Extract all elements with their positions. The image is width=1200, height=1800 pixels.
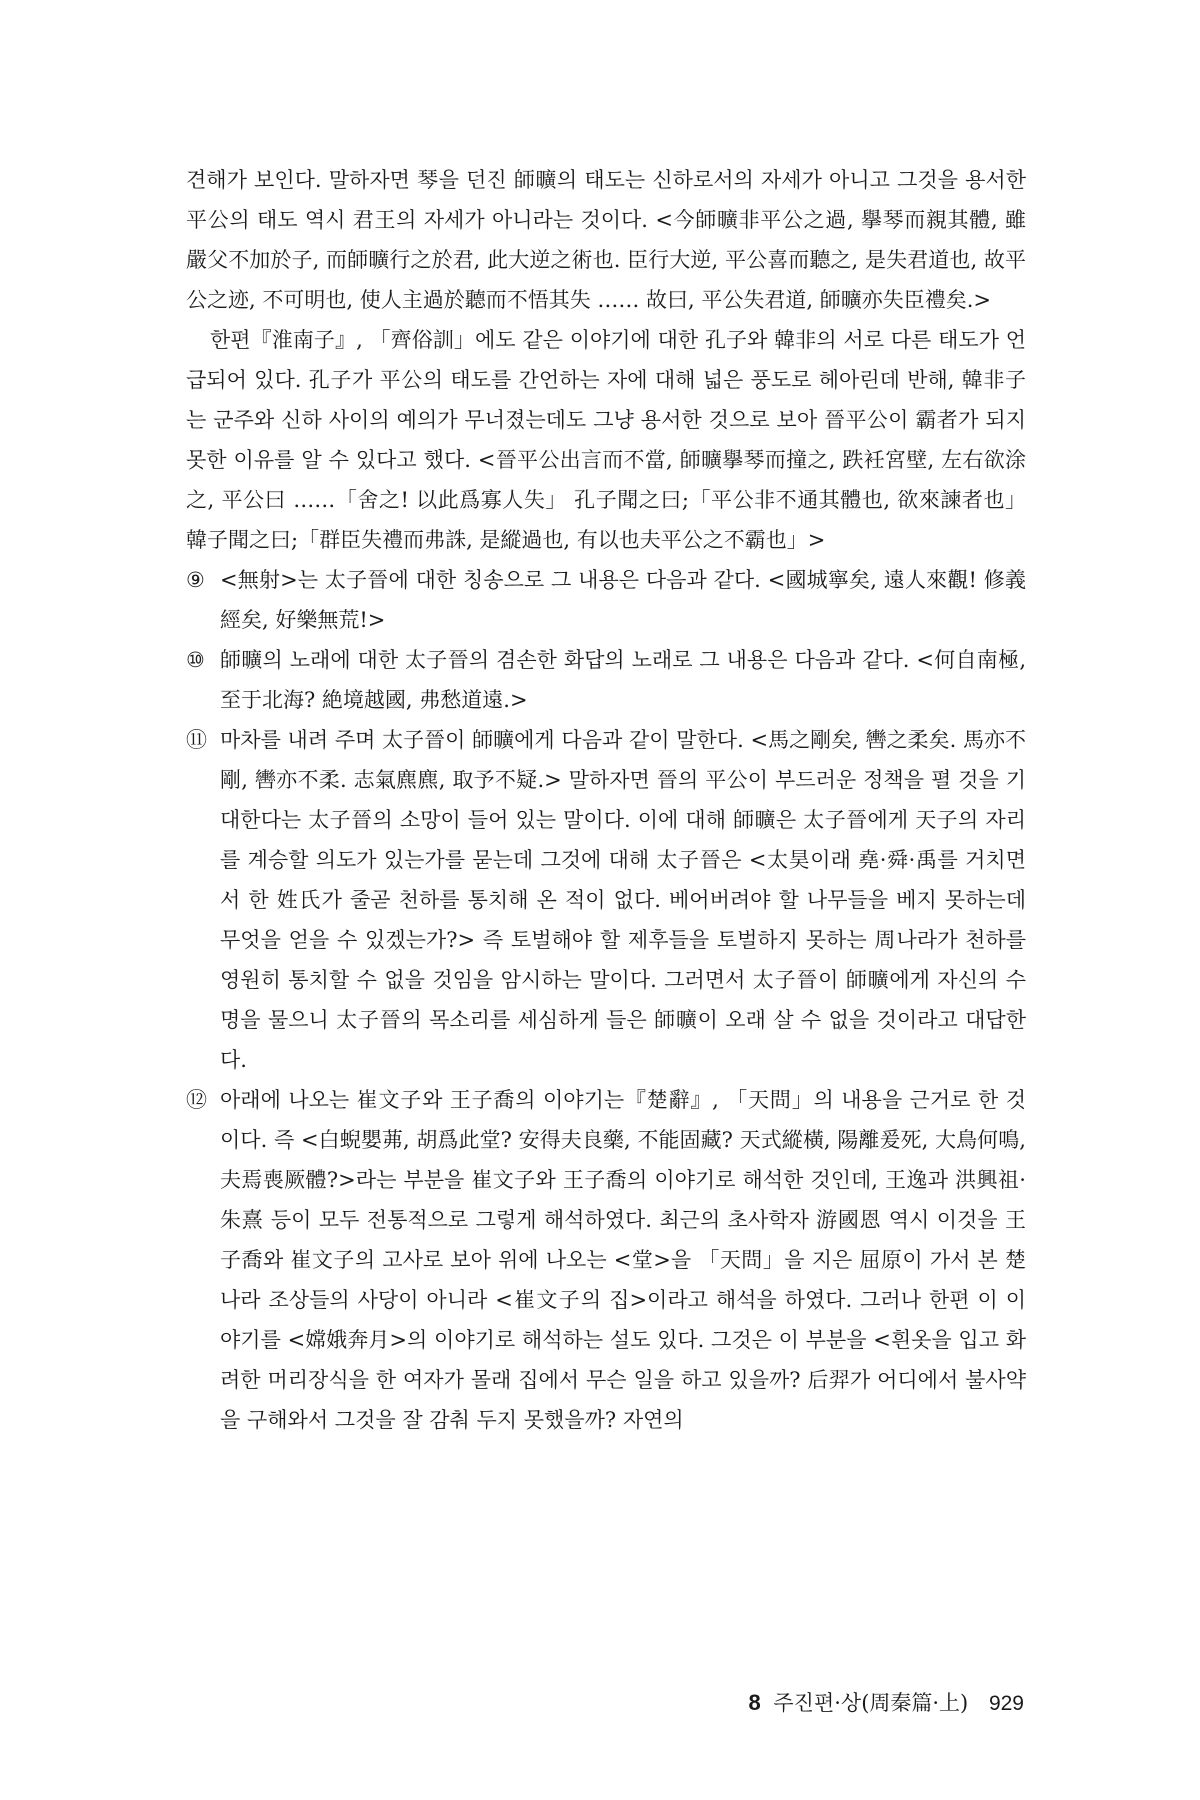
- paragraph-continuation: 견해가 보인다. 말하자면 琴을 던진 師曠의 태도는 신하로서의 자세가 아니고 그것을 용서한 平公의 태도 역시 君王의 자세가 아니라는 것이다. <今師曠非平公之過, 擧琴而親其體, 雖嚴父不加於子, 而師曠行之於君, 此大逆之術也. 臣行大逆, 平公喜而聽之, 是失君道也, 故平公之迹, 不可明也, 使人主過於聽而不悟其失 …… 故曰, 平公失君道, 師曠亦失臣禮矣.>: [186, 168, 1026, 312]
- footnote-10: [186, 640, 1026, 720]
- page-number: 929: [988, 1692, 1024, 1715]
- footnote-marker: ⑩: [186, 648, 205, 672]
- footnote-11: [186, 720, 1026, 1080]
- page-footer: [748, 1688, 1024, 1719]
- chapter-title: 주진편·상(周秦篇·上): [773, 1691, 969, 1715]
- footnote-9: [186, 560, 1026, 640]
- paragraph-huainanzi: 한편『淮南子』, 「齊俗訓」에도 같은 이야기에 대한 孔子와 韓非의 서로 다른 태도가 언급되어 있다. 孔子가 平公의 태도를 간언하는 자에 대해 넓은 풍도로 헤아린데 반해, 韓非子는 군주와 신하 사이의 예의가 무너졌는데도 그냥 용서한 것으로 보아 晉平公이 霸者가 되지 못한 이유를 알 수 있다고 했다. <晉平公出言而不當, 師曠擧琴而撞之, 跌衽宮壁, 左右欲涂之, 平公曰 ……「舍之! 以此爲寡人失」 孔子聞之曰;「平公非不通其體也, 欲來諫者也」 韓子聞之曰;「群臣失禮而弗誅, 是縱過也, 有以也夫平公之不霸也」>: [186, 328, 1026, 552]
- footnote-12: [186, 1080, 1026, 1440]
- body-text: [186, 160, 1026, 1440]
- footnote-marker: ⑪: [186, 728, 207, 752]
- footnote-text: 師曠의 노래에 대한 太子晉의 겸손한 화답의 노래로 그 내용은 다음과 같다. <何自南極, 至于北海? 絶境越國, 弗愁道遠.>: [220, 648, 1026, 712]
- footnote-marker: ⑫: [186, 1088, 207, 1112]
- footnote-marker: ⑨: [186, 568, 205, 592]
- footnote-text: 아래에 나오는 崔文子와 王子喬의 이야기는『楚辭』, 「天問」의 내용을 근거로 한 것이다. 즉 <白蜺嬰茀, 胡爲此堂? 安得夫良藥, 不能固藏? 天式縱橫, 陽離爰死, 大鳥何鳴, 夫焉喪厥體?>라는 부분을 崔文子와 王子喬의 이야기로 해석한 것인데, 王逸과 洪興祖·朱熹 등이 모두 전통적으로 그렇게 해석하였다. 최근의 초사학자 游國恩 역시 이것을 王子喬와 崔文子의 고사로 보아 위에 나오는 <堂>을 「天問」을 지은 屈原이 가서 본 楚나라 조상들의 사당이 아니라 <崔文子의 집>이라고 해석을 하였다. 그러나 한편 이 이야기를 <嫦娥奔月>의 이야기로 해석하는 설도 있다. 그것은 이 부분을 <흰옷을 입고 화려한 머리장식을 한 여자가 몰래 집에서 무슨 일을 하고 있을까? 后羿가 어디에서 불사약을 구해와서 그것을 잘 감춰 두지 못했을까? 자연의: [220, 1088, 1026, 1432]
- footnote-text: <無射>는 太子晉에 대한 칭송으로 그 내용은 다음과 같다. <國城寧矣, 遠人來觀! 修義經矣, 好樂無荒!>: [220, 568, 1026, 632]
- footnote-text: 마차를 내려 주며 太子晉이 師曠에게 다음과 같이 말한다. <馬之剛矣, 轡之柔矣. 馬亦不剛, 轡亦不柔. 志氣麃麃, 取予不疑.> 말하자면 晉의 平公이 부드러운 정책을 펼 것을 기대한다는 太子晉의 소망이 들어 있는 말이다. 이에 대해 師曠은 太子晉에게 天子의 자리를 계승할 의도가 있는가를 묻는데 그것에 대해 太子晉은 <太昊이래 堯·舜·禹를 거치면서 한 姓氏가 줄곧 천하를 통치해 온 적이 없다. 베어버려야 할 나무들을 베지 못하는데 무엇을 얻을 수 있겠는가?> 즉 토벌해야 할 제후들을 토벌하지 못하는 周나라가 천하를 영원히 통치할 수 없을 것임을 암시하는 말이다. 그러면서 太子晉이 師曠에게 자신의 수명을 물으니 太子晉의 목소리를 세심하게 들은 師曠이 오래 살 수 없을 것이라고 대답한다.: [220, 728, 1026, 1072]
- chapter-number: 8: [748, 1690, 761, 1715]
